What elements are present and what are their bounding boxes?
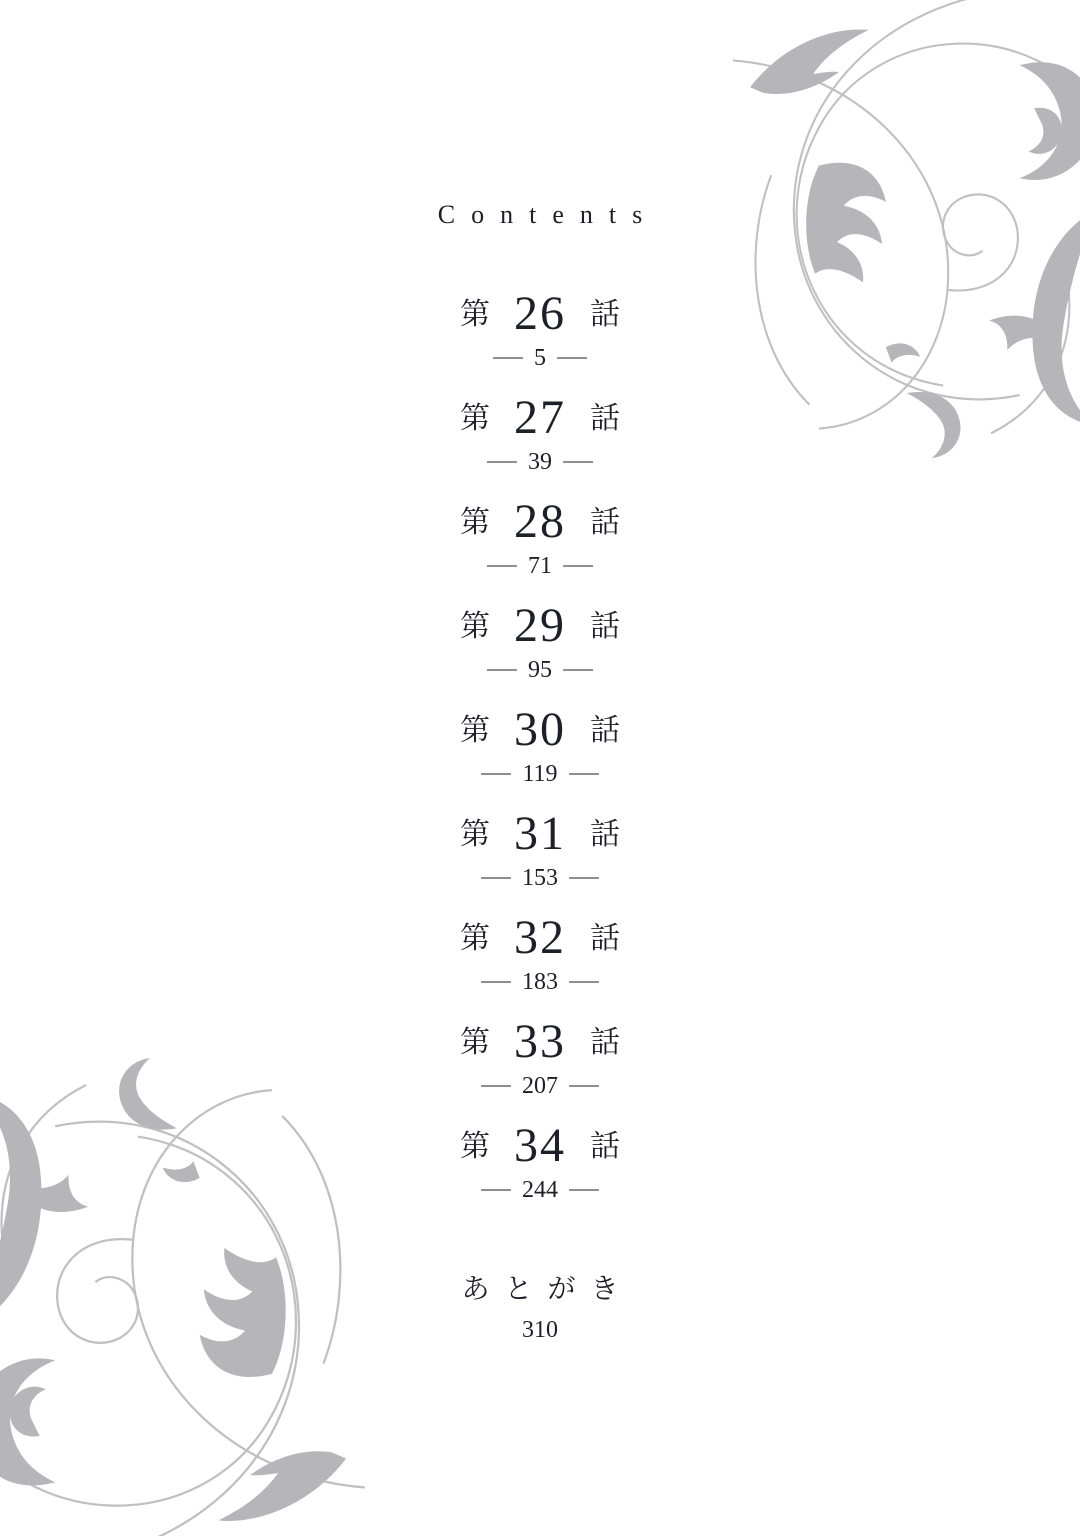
chapter-suffix: 話	[590, 610, 620, 643]
dash-left	[487, 461, 517, 463]
chapter-page-number: 244	[522, 1177, 558, 1203]
chapter-suffix: 話	[590, 298, 620, 331]
toc-entry	[460, 1015, 620, 1123]
chapter-prefix: 第	[460, 506, 490, 539]
chapter-page-number: 39	[528, 449, 552, 475]
chapter-title	[460, 1119, 620, 1172]
dash-left	[487, 565, 517, 567]
chapter-prefix: 第	[460, 298, 490, 331]
chapter-page-number: 183	[522, 969, 558, 995]
page-title: Contents	[437, 200, 659, 229]
chapter-number: 33	[514, 1015, 566, 1068]
chapter-title	[460, 807, 620, 860]
chapter-prefix: 第	[460, 1130, 490, 1163]
chapter-page-number: 5	[534, 345, 546, 371]
afterword-label: あとがき	[461, 1274, 634, 1305]
chapter-suffix: 話	[590, 922, 620, 955]
chapter-suffix: 話	[590, 506, 620, 539]
chapter-number: 31	[514, 807, 566, 860]
chapter-suffix: 話	[590, 1026, 620, 1059]
chapter-page-number: 207	[522, 1073, 558, 1099]
dash-right	[569, 877, 599, 879]
chapter-number: 32	[514, 911, 566, 964]
afterword-entry	[446, 1267, 633, 1344]
dash-right	[569, 1085, 599, 1087]
dash-left	[481, 1085, 511, 1087]
dash-right	[569, 1189, 599, 1191]
chapter-page-row	[487, 450, 593, 474]
chapter-prefix: 第	[460, 818, 490, 851]
toc-entry	[460, 911, 620, 1019]
chapter-prefix: 第	[460, 922, 490, 955]
chapter-title	[460, 391, 620, 444]
chapter-page-row	[481, 866, 599, 890]
chapter-suffix: 話	[590, 714, 620, 747]
dash-right	[563, 565, 593, 567]
chapter-title	[460, 287, 620, 340]
chapter-number: 30	[514, 703, 566, 756]
dash-right	[569, 773, 599, 775]
dash-left	[487, 669, 517, 671]
chapter-prefix: 第	[460, 610, 490, 643]
chapter-title	[460, 599, 620, 652]
chapter-page-number: 153	[522, 865, 558, 891]
dash-left	[481, 877, 511, 879]
chapter-page-row	[487, 658, 593, 682]
chapter-number: 29	[514, 599, 566, 652]
chapter-page-number: 71	[528, 553, 552, 579]
chapter-prefix: 第	[460, 1026, 490, 1059]
toc-entry	[460, 807, 620, 915]
chapter-title	[460, 1015, 620, 1068]
chapter-page-row	[487, 554, 593, 578]
chapter-prefix: 第	[460, 402, 490, 435]
chapter-suffix: 話	[590, 818, 620, 851]
dash-left	[481, 773, 511, 775]
chapter-page-row	[493, 346, 587, 370]
chapter-page-row	[481, 1178, 599, 1202]
chapter-number: 34	[514, 1119, 566, 1172]
dash-right	[563, 669, 593, 671]
chapter-page-number: 95	[528, 657, 552, 683]
chapter-suffix: 話	[590, 402, 620, 435]
toc-list	[0, 287, 1080, 1344]
chapter-page-number: 119	[522, 761, 558, 787]
toc-entry	[460, 599, 620, 707]
toc-entry	[460, 495, 620, 603]
dash-left	[481, 981, 511, 983]
toc-entry	[460, 1119, 620, 1227]
toc-entry	[460, 287, 620, 395]
dash-left	[481, 1189, 511, 1191]
toc-entry	[460, 703, 620, 811]
afterword-page-number: 310	[521, 1317, 558, 1343]
dash-right	[569, 981, 599, 983]
chapter-suffix: 話	[590, 1130, 620, 1163]
chapter-page-row	[481, 1074, 599, 1098]
chapter-title	[460, 911, 620, 964]
chapter-page-row	[481, 970, 599, 994]
dash-right	[557, 357, 587, 359]
chapter-title	[460, 703, 620, 756]
chapter-number: 27	[514, 391, 566, 444]
toc-entry	[460, 391, 620, 499]
dash-right	[563, 461, 593, 463]
chapter-prefix: 第	[460, 714, 490, 747]
chapter-number: 26	[514, 287, 566, 340]
chapter-title	[460, 495, 620, 548]
chapter-page-row	[481, 762, 598, 786]
dash-left	[493, 357, 523, 359]
chapter-number: 28	[514, 495, 566, 548]
